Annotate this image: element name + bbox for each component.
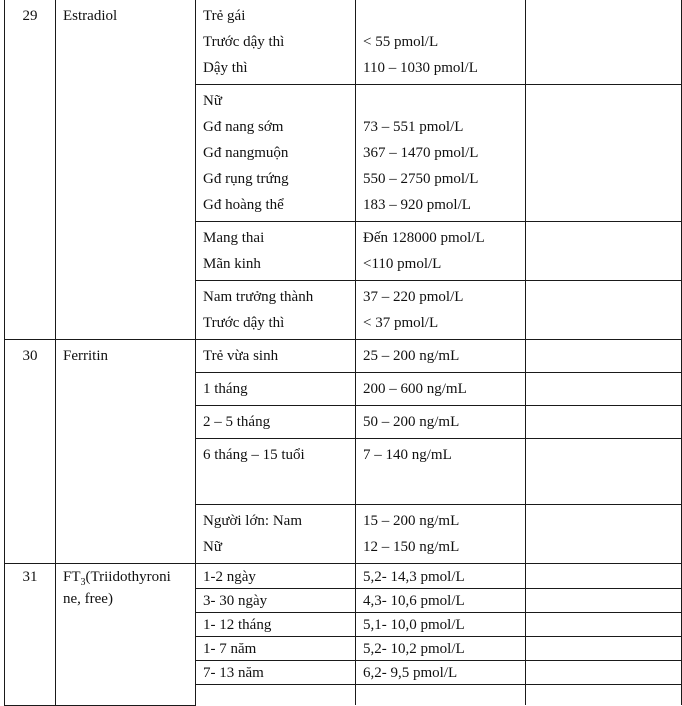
group-values	[356, 505, 526, 564]
range-value: 110 – 1030 pmol/L	[363, 60, 478, 76]
group-values	[356, 0, 526, 85]
group-label: Trước dậy thì	[203, 315, 285, 331]
range-value: 183 – 920 pmol/L	[363, 197, 471, 213]
range-value: 50 – 200 ng/mL	[363, 414, 460, 430]
test-name	[56, 564, 196, 706]
test-name-main: FT	[63, 569, 81, 585]
group-label: Mãn kinh	[203, 256, 261, 272]
group-values	[356, 661, 526, 685]
range-value: 4,3- 10,6 pmol/L	[363, 593, 465, 609]
group-label: 7- 13 năm	[203, 665, 264, 681]
notes-cell	[526, 340, 682, 373]
reference-range-table	[4, 0, 682, 706]
notes-cell	[526, 85, 682, 222]
notes-cell	[526, 373, 682, 406]
group-label: 1- 7 năm	[203, 641, 257, 657]
group-labels	[196, 373, 356, 406]
range-value: 367 – 1470 pmol/L	[363, 145, 479, 161]
group-values	[356, 439, 526, 505]
group-label: Mang thai	[203, 230, 265, 246]
row-number: 30	[5, 340, 56, 564]
row-number: 31	[5, 564, 56, 706]
group-label: Gđ hoàng thể	[203, 197, 284, 213]
test-name-rest: (Triidothyroni	[85, 569, 171, 585]
range-value: 15 – 200 ng/mL	[363, 513, 460, 529]
range-value: 6,2- 9,5 pmol/L	[363, 665, 458, 681]
group-label: Trước dậy thì	[203, 34, 285, 50]
group-labels	[196, 505, 356, 564]
test-name: Estradiol	[56, 0, 196, 340]
group-values	[356, 340, 526, 373]
notes-cell	[526, 222, 682, 281]
table-row	[5, 564, 682, 589]
group-labels	[196, 281, 356, 340]
notes-cell	[526, 406, 682, 439]
group-labels	[196, 85, 356, 222]
group-values	[356, 281, 526, 340]
group-label: Gđ rụng trứng	[203, 171, 289, 187]
range-value: 5,2- 14,3 pmol/L	[363, 569, 465, 585]
group-label: Gđ nang sớm	[203, 119, 284, 135]
range-value: Đến 128000 pmol/L	[363, 230, 485, 246]
group-label: Trẻ vừa sinh	[203, 348, 279, 364]
notes-cell	[526, 564, 682, 589]
group-values	[356, 406, 526, 439]
group-labels	[196, 340, 356, 373]
notes-cell	[526, 637, 682, 661]
range-value: < 37 pmol/L	[363, 315, 439, 331]
range-value: 7 – 140 ng/mL	[363, 447, 452, 463]
group-label: 1 tháng	[203, 381, 248, 397]
group-labels	[196, 564, 356, 589]
range-value: 5,2- 10,2 pmol/L	[363, 641, 465, 657]
range-value: 37 – 220 pmol/L	[363, 289, 464, 305]
notes-cell	[526, 0, 682, 85]
group-values	[356, 613, 526, 637]
notes-cell	[526, 589, 682, 613]
group-label: 1- 12 tháng	[203, 617, 272, 633]
group-labels	[196, 0, 356, 85]
group-labels	[196, 439, 356, 505]
range-value: 12 – 150 ng/mL	[363, 539, 460, 555]
notes-cell	[526, 661, 682, 685]
notes-cell	[526, 281, 682, 340]
group-values	[356, 222, 526, 281]
notes-cell	[526, 613, 682, 637]
group-label: Nữ	[203, 93, 222, 109]
group-label: Trẻ gái	[203, 8, 246, 24]
range-value: 5,1- 10,0 pmol/L	[363, 617, 465, 633]
range-value: < 55 pmol/L	[363, 34, 439, 50]
range-value: 550 – 2750 pmol/L	[363, 171, 479, 187]
test-name-subscript: 3	[80, 577, 86, 588]
table-row	[5, 0, 682, 85]
group-labels	[196, 637, 356, 661]
test-name-line2: ne, free)	[63, 591, 113, 607]
group-values	[356, 589, 526, 613]
group-values	[356, 637, 526, 661]
range-value: 200 – 600 ng/mL	[363, 381, 467, 397]
group-label: 6 tháng – 15 tuổi	[203, 447, 305, 463]
group-labels	[196, 661, 356, 685]
table-row	[5, 340, 682, 373]
group-label: 1-2 ngày	[203, 569, 256, 585]
group-label: Người lớn: Nam	[203, 513, 302, 529]
group-label: Dậy thì	[203, 60, 248, 76]
range-value: <110 pmol/L	[363, 256, 442, 272]
notes-cell	[526, 505, 682, 564]
group-label: Nam trưởng thành	[203, 289, 314, 305]
group-labels	[196, 222, 356, 281]
group-values	[356, 373, 526, 406]
notes-cell	[526, 439, 682, 505]
group-labels	[196, 406, 356, 439]
range-value: 73 – 551 pmol/L	[363, 119, 464, 135]
group-values	[356, 564, 526, 589]
group-label: Gđ nangmuộn	[203, 145, 289, 161]
range-value: 25 – 200 ng/mL	[363, 348, 460, 364]
group-labels	[196, 613, 356, 637]
row-number: 29	[5, 0, 56, 340]
group-label: 2 – 5 tháng	[203, 414, 271, 430]
group-label: Nữ	[203, 539, 222, 555]
group-values	[356, 85, 526, 222]
group-label: 3- 30 ngày	[203, 593, 268, 609]
group-labels	[196, 589, 356, 613]
test-name: Ferritin	[56, 340, 196, 564]
